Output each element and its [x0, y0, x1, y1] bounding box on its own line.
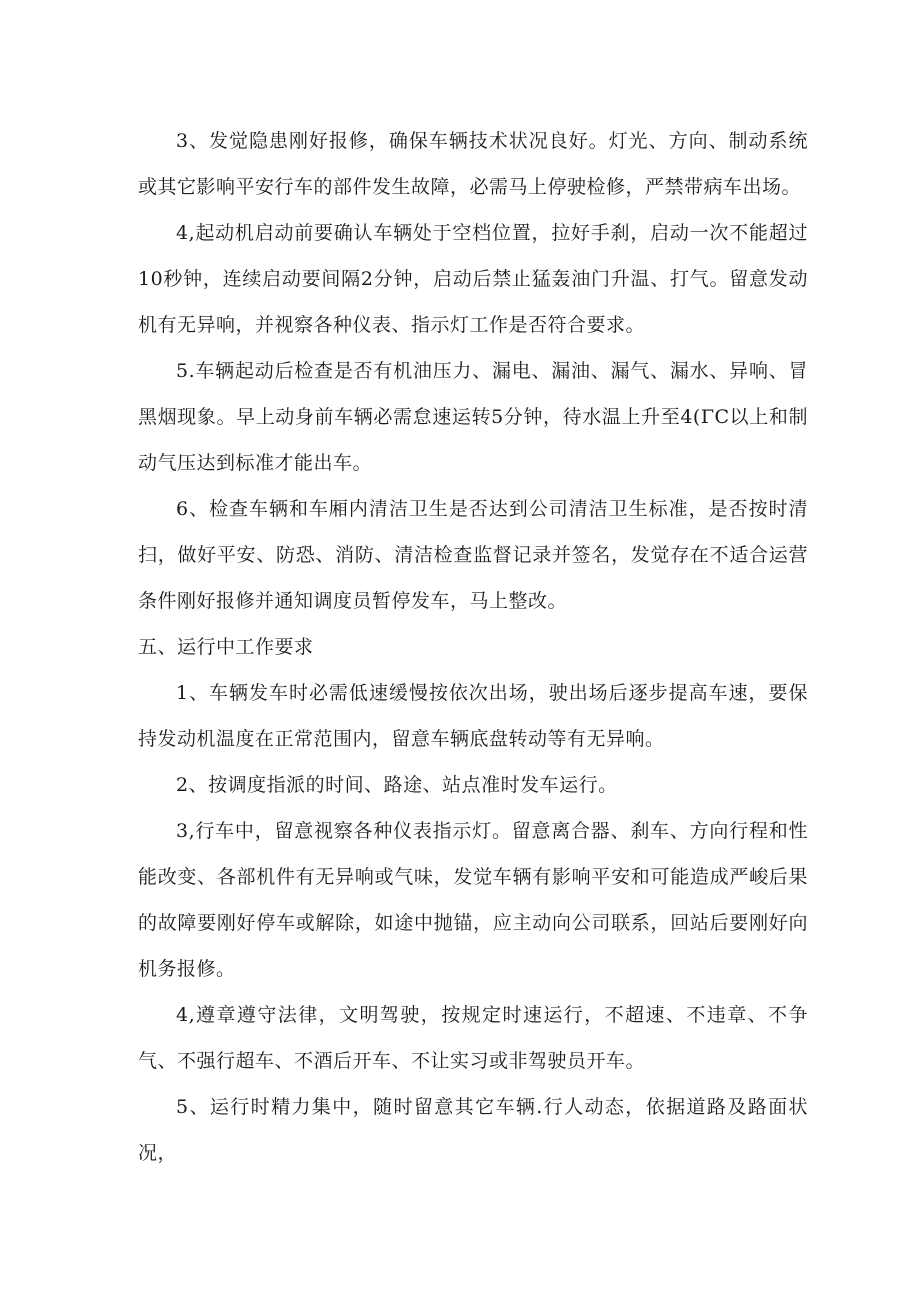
section-heading: 五、运行中工作要求 [138, 636, 314, 658]
paragraph-running-2: 2、按调度指派的时间、路途、站点准时发车运行。 [176, 774, 618, 796]
paragraph-item-4: 4,起动机启动前要确认车辆处于空档位置，拉好手刹，启动一次不能超过10秒钟，连续启动要间隔2分钟，启动后禁止猛轰油门升温、打气。留意发动机有无异响，并视察各种仪表、指示灯工作是否符合要求。 [138, 222, 808, 336]
paragraph-running-4: 4,遵章遵守法律，文明驾驶，按规定时速运行，不超速、不违章、不争气、不强行超车、不酒后开车、不让实习或非驾驶员开车。 [138, 1004, 808, 1072]
paragraph-running-5: 5、运行时精力集中，随时留意其它车辆.行人动态，依据道路及路面状况， [138, 1096, 808, 1164]
document-body [138, 118, 808, 1176]
paragraph-item-6: 6、检查车辆和车厢内清洁卫生是否达到公司清洁卫生标准，是否按时清扫，做好平安、防恐、消防、清洁检查监督记录并签名，发觉存在不适合运营条件刚好报修并通知调度员暂停发车，马上整改。 [138, 498, 808, 612]
paragraph-item-3: 3、发觉隐患刚好报修，确保车辆技术状况良好。灯光、方向、制动系统或其它影响平安行车的部件发生故障，必需马上停驶检修，严禁带病车出场。 [138, 130, 808, 198]
paragraph-running-1: 1、车辆发车时必需低速缓慢按依次出场，驶出场后逐步提高车速，要保持发动机温度在正常范围内，留意车辆底盘转动等有无异响。 [138, 682, 808, 750]
paragraph-item-5: 5.车辆起动后检查是否有机油压力、漏电、漏油、漏气、漏水、异响、冒黑烟现象。早上动身前车辆必需怠速运转5分钟，待水温上升至4(ΓC以上和制动气压达到标准才能出车。 [138, 360, 808, 474]
paragraph-running-3: 3,行车中，留意视察各种仪表指示灯。留意离合器、刹车、方向行程和性能改变、各部机件有无异响或气味，发觉车辆有影响平安和可能造成严峻后果的故障要刚好停车或解除，如途中抛锚，应主动向公司联系，回站后要刚好向机务报修。 [138, 820, 808, 980]
